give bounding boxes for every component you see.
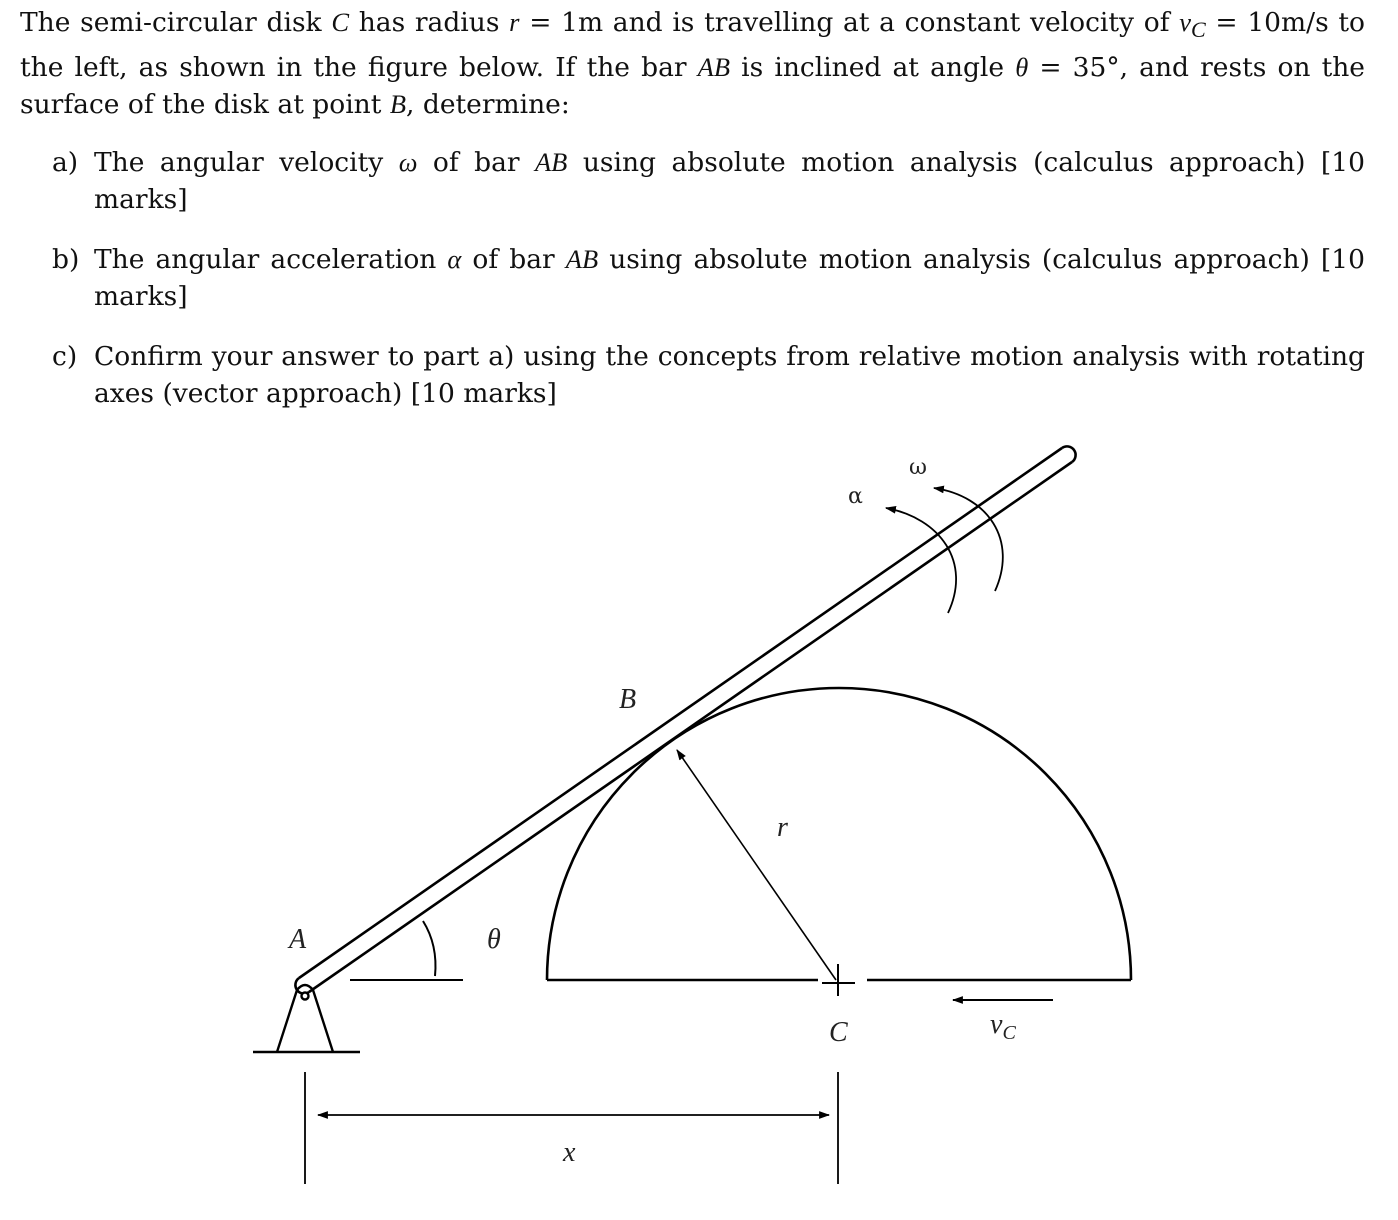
pin-support bbox=[253, 985, 360, 1052]
semicircular-disk bbox=[547, 688, 1131, 980]
bar-ab bbox=[295, 446, 1075, 993]
center-c-marker bbox=[822, 964, 855, 996]
label-r: r bbox=[777, 812, 788, 843]
question-marker: a) bbox=[52, 147, 79, 178]
label-b: B bbox=[619, 684, 637, 715]
question-marker: b) bbox=[52, 244, 80, 275]
label-omega: ω bbox=[909, 455, 927, 480]
label-a: A bbox=[289, 924, 307, 955]
question-c: c) Confirm your answer to part a) using the concepts from relative motion analysis with rotating axes (vector approach) [10 marks] bbox=[52, 338, 1365, 412]
label-x: x bbox=[563, 1137, 576, 1168]
omega-arc bbox=[934, 488, 1003, 591]
alpha-arc bbox=[886, 508, 956, 613]
label-alpha: α bbox=[848, 484, 863, 509]
question-marker: c) bbox=[52, 341, 78, 372]
radius-arrow bbox=[677, 750, 836, 980]
label-theta: θ bbox=[487, 924, 501, 955]
question-b: b) The angular acceleration α of bar AB using absolute motion analysis (calculus approach) [10 marks] bbox=[52, 241, 1365, 315]
problem-statement: The semi-circular disk C has radius r = 1m and is travelling at a constant velocity of $v_C = 10m/s$ to the left, as shown in the figure below. If the bar AB is inclined at angle θ = 35°, and rests on the surface of the disk at point B, determine: bbox=[20, 7, 1365, 121]
label-c: C bbox=[829, 1017, 848, 1048]
question-a: a) The angular velocity ω of bar AB using absolute motion analysis (calculus approach) [10 marks] bbox=[52, 144, 1365, 218]
label-vc: $v_C$ bbox=[990, 1009, 1016, 1044]
